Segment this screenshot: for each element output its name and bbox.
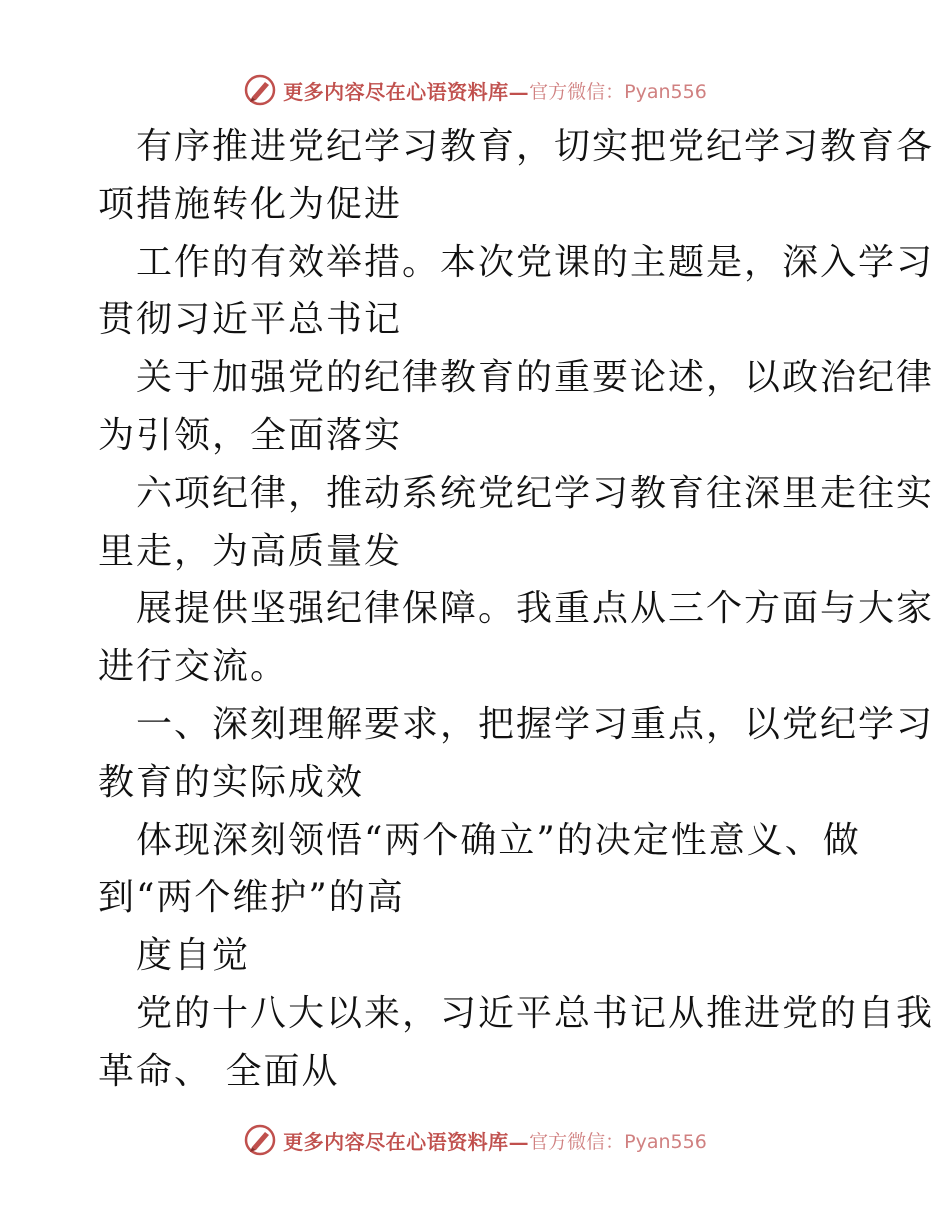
text-line: 展提供坚强纪律保障。我重点从三个方面与大家 (136, 588, 935, 630)
banner-text: 更多内容尽在心语资料库— (283, 79, 530, 104)
banner-text: 更多内容尽在心语资料库— (283, 1129, 530, 1154)
text-line: 里走，为高质量发 (98, 530, 403, 572)
text-line: 度自觉 (136, 935, 251, 977)
text-line: 一、深刻理解要求，把握学习重点，以党纪学习 (136, 703, 935, 745)
text-line: 为引领，全面落实 (98, 414, 403, 456)
banner-contact: 官方微信：Pyan556 (529, 1130, 707, 1153)
text-line: 六项纪律，推动系统党纪学习教育往深里走往实 (136, 472, 935, 514)
text-line: 教育的实际成效 (98, 761, 365, 803)
text-line: 有序推进党纪学习教育，切实把党纪学习教育各 (136, 126, 935, 167)
text-line: 到“两个维护”的高 (98, 877, 405, 919)
text-line: 体现深刻领悟“两个确立”的决定性意义、做 (136, 819, 861, 861)
document-body (98, 118, 935, 1101)
text-line: 革命、 全面从 (98, 1050, 340, 1092)
banner-contact: 官方微信：Pyan556 (529, 80, 707, 103)
text-line: 进行交流。 (98, 646, 289, 688)
pen-logo-icon (243, 1123, 277, 1157)
header-banner (0, 70, 950, 110)
text-line: 贯彻习近平总书记 (98, 299, 403, 341)
text-line: 工作的有效举措。本次党课的主题是，深入学习 (136, 241, 935, 283)
text-line: 关于加强党的纪律教育的重要论述，以政治纪律 (136, 357, 935, 399)
pen-logo-icon (243, 73, 277, 107)
footer-banner (0, 1120, 950, 1160)
text-line: 党的十八大以来，习近平总书记从推进党的自我 (136, 992, 935, 1034)
text-line: 项措施转化为促进 (98, 183, 403, 225)
